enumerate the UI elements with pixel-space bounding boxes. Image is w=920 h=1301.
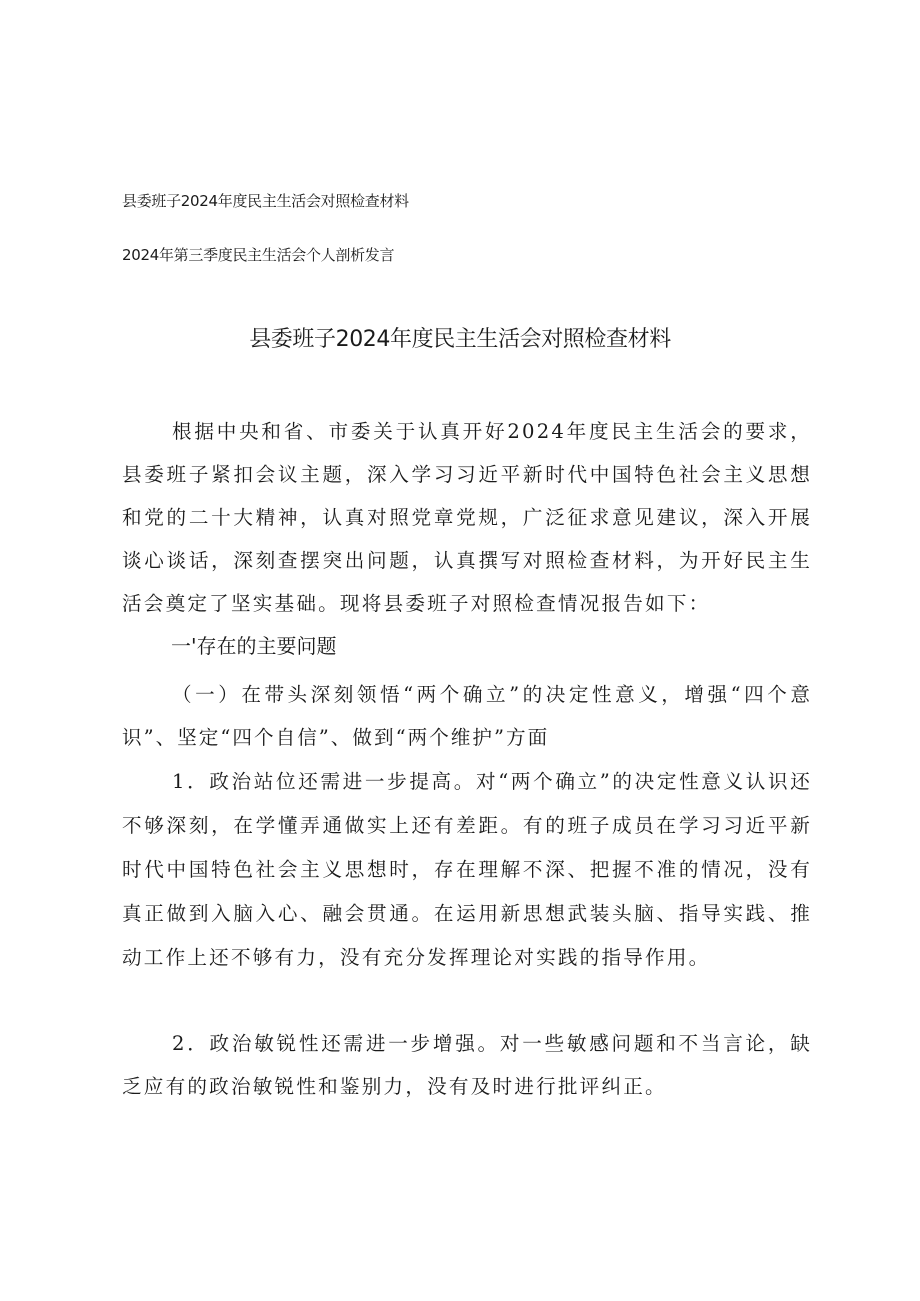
- subsection-heading-1: （一）在带头深刻领悟“两个确立”的决定性意义，增强“四个意识”、坚定“四个自信”、做到“两个维护”方面: [122, 683, 812, 749]
- intro-paragraph: 根据中央和省、市委关于认真开好2024年度民主生活会的要求，县委班子紧扣会议主题，深入学习习近平新时代中国特色社会主义思想和党的二十大精神，认真对照党章党规，广泛征求意见建议，深入开展谈心谈话，深刻查摆突出问题，认真撰写对照检查材料，为开好民主生活会奠定了坚实基础。现将县委班子对照检查情况报告如下：: [122, 420, 812, 615]
- toc-entry-1: 县委班子2024年度民主生活会对照检查材料: [122, 192, 409, 210]
- document-title: 县委班子2024年度民主生活会对照检查材料: [249, 327, 671, 352]
- toc-entry-2: 2024年第三季度民主生活会个人剖析发言: [122, 246, 395, 264]
- section-heading-1: 一'存在的主要问题: [171, 634, 337, 658]
- point-paragraph-2: 2．政治敏锐性还需进一步增强。对一些敏感问题和不当言论，缺乏应有的政治敏锐性和鉴别力，没有及时进行批评纠正。: [122, 1032, 812, 1098]
- point-paragraph-1: 1．政治站位还需进一步提高。对“两个确立”的决定性意义认识还不够深刻，在学懂弄通做实上还有差距。有的班子成员在学习习近平新时代中国特色社会主义思想时，存在理解不深、把握不准的情况，没有真正做到入脑入心、融会贯通。在运用新思想武装头脑、指导实践、推动工作上还不够有力，没有充分发挥理论对实践的指导作用。: [122, 770, 812, 969]
